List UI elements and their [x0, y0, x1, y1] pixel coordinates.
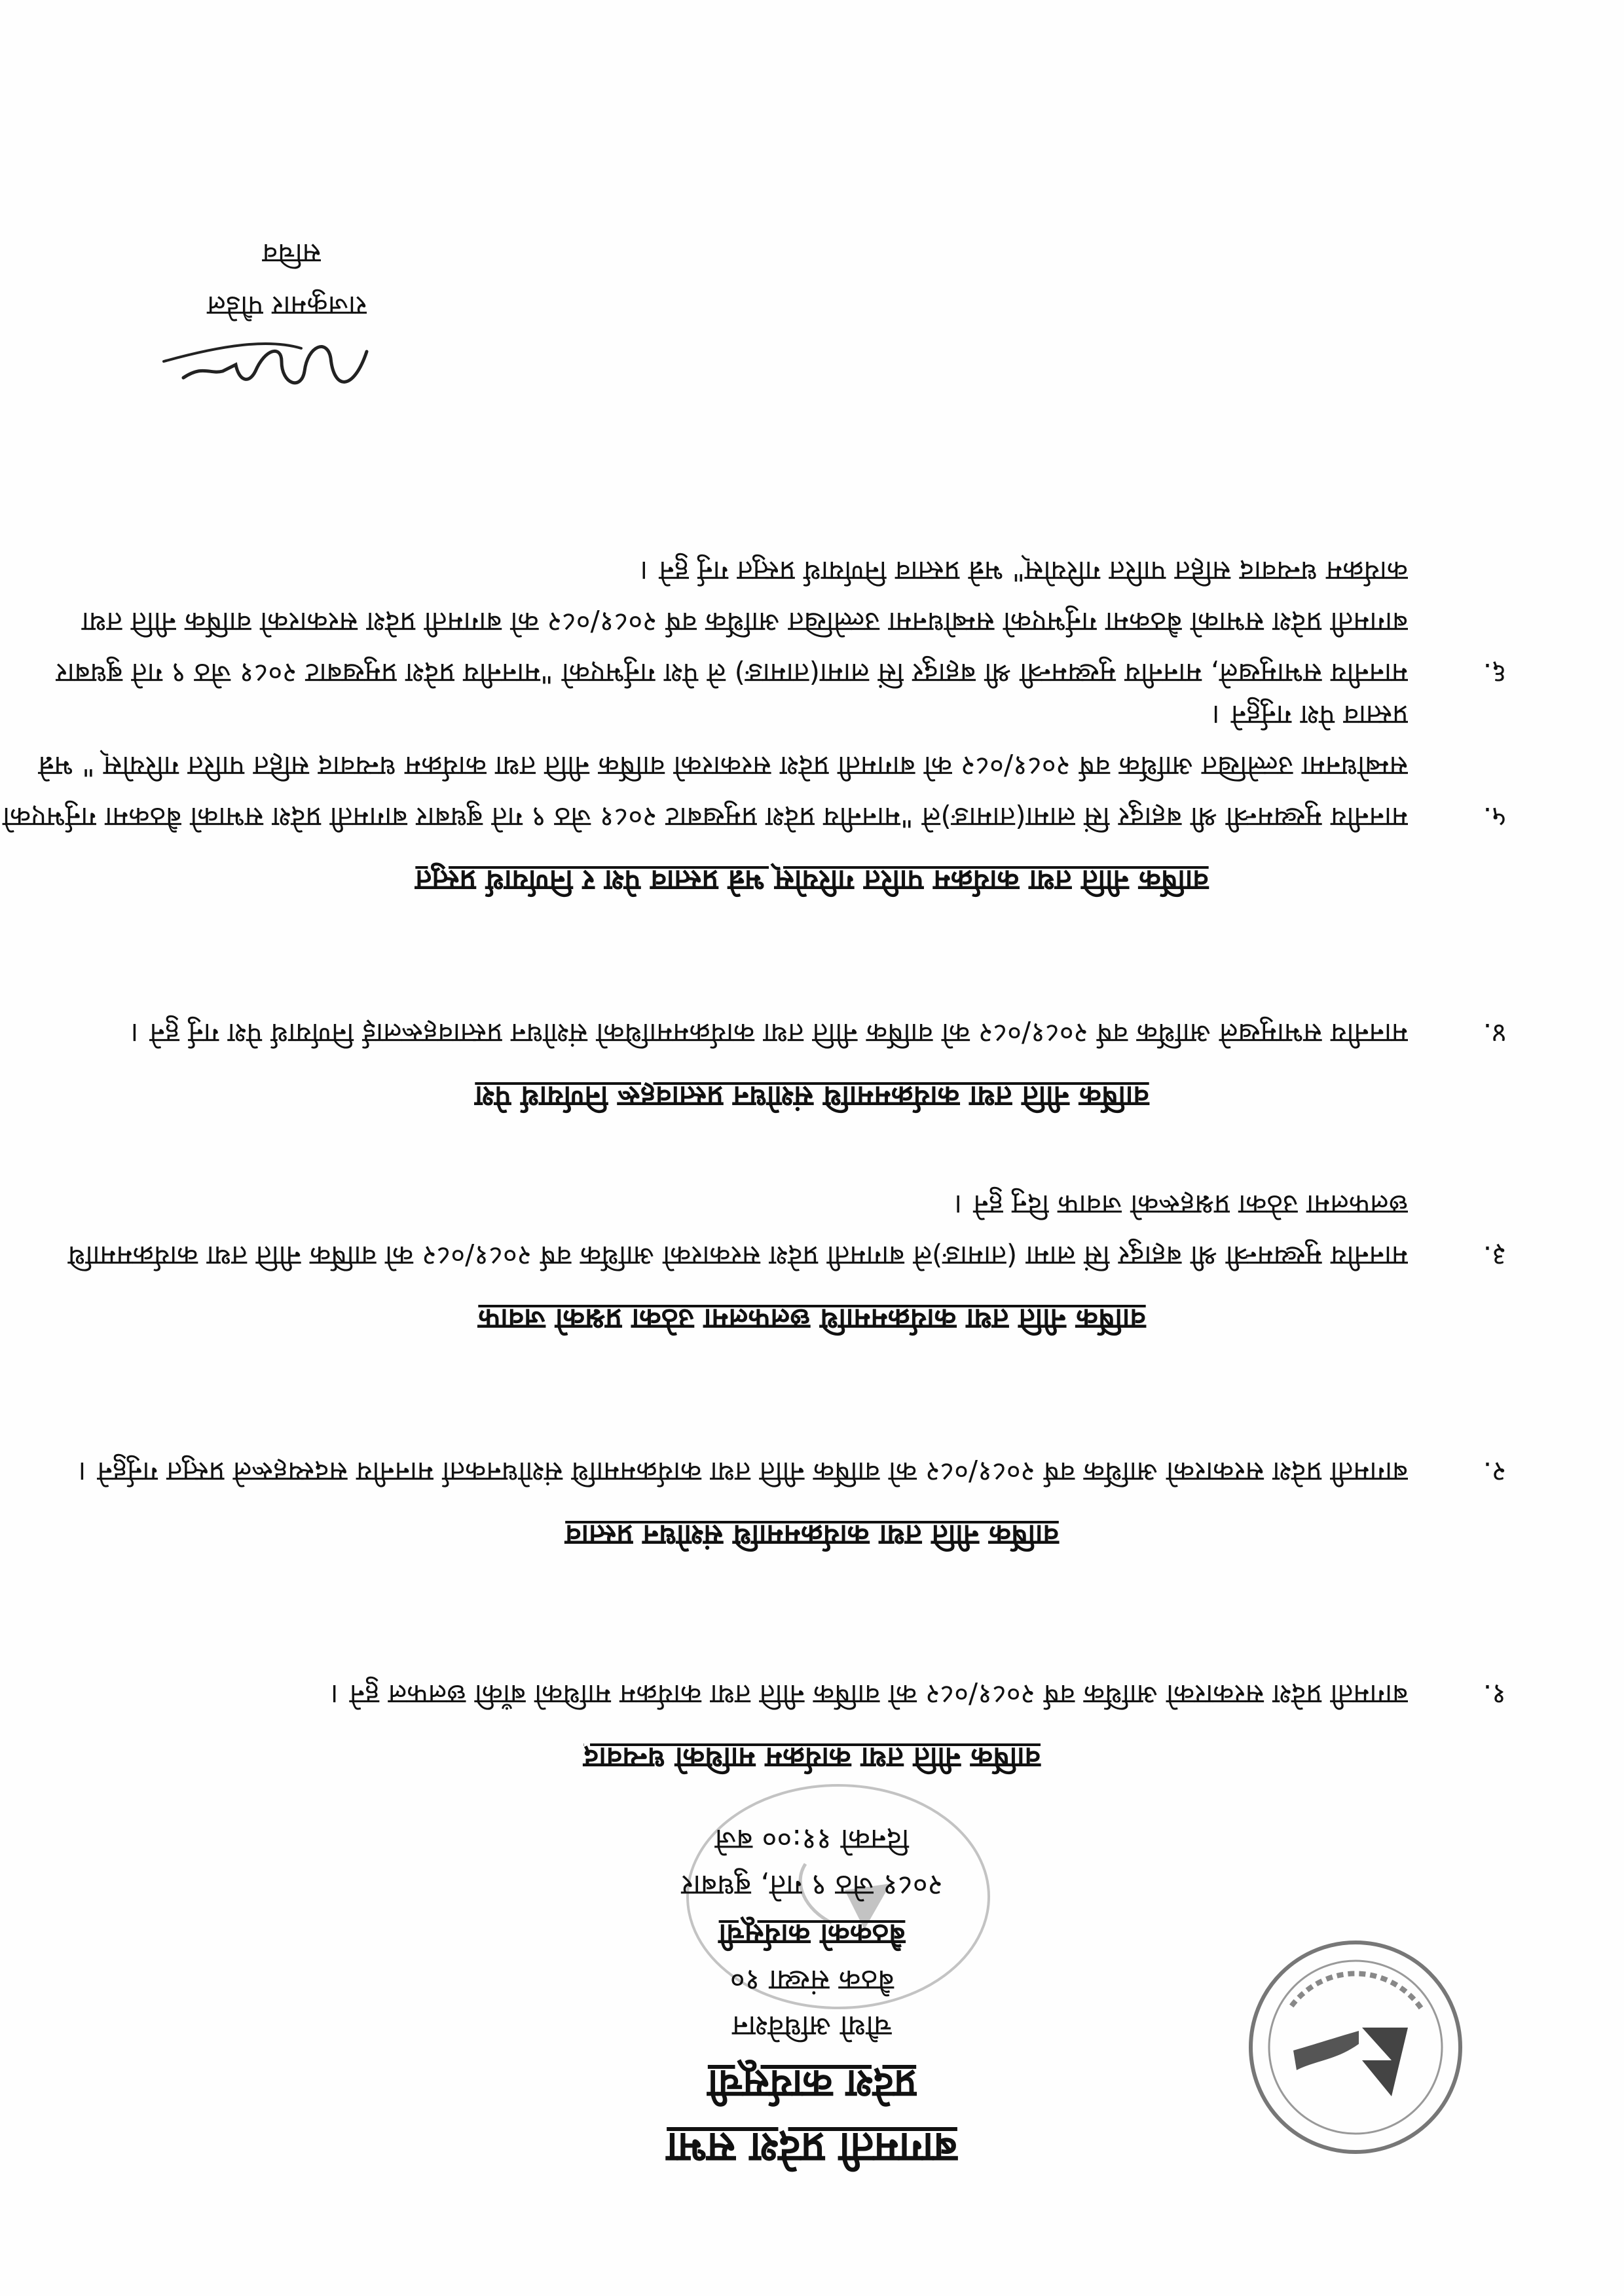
- agenda-item: [0, 1446, 1506, 1497]
- item-number: ४.: [1483, 1017, 1506, 1049]
- section-heading: वार्षिक नीति तथा कार्यक्रममाथि संशोधन प्रस्तावहरू निर्णयार्थ पेश: [475, 1080, 1149, 1113]
- item-text: माननीय मुख्यमन्त्री श्री बहादुर सिं लामा(तामाङ)ले "माननीय प्रदेश प्रमुखबाट २०८१ जेठ ९ गते बुधबार बागमती प्रदेश सभाको बैठकमा गर्नुभएको सम्बोधनमा उल्लेखित आर्थिक वर्ष २०८१/०८२ को बागमती प्रदेश सरकारको वार्षिक नीति तथा कार्यक्रम धन्यवाद सहित पारित गरियोस् " भन्ने प्रस्ताव पेश गर्नुहुने ।: [3, 699, 1408, 833]
- item-text: माननीय मुख्यमन्त्री श्री बहादुर सिं लामा (तामाङ)ले बागमती प्रदेश सरकारको आर्थिक वर्ष २०८१/०८२ को वार्षिक नीति तथा कार्यक्रममाथि छलफलमा उठेका प्रश्नहरूको जवाफ दिनु हुने ।: [67, 1189, 1408, 1272]
- item-number: २.: [1483, 1456, 1506, 1488]
- document-title: बागमती प्रदेश सभा: [667, 2123, 957, 2172]
- section-heading: वार्षिक नीति तथा कार्यक्रम माथिको धन्यवाद: [583, 1741, 1041, 1774]
- item-number: ५.: [1483, 801, 1506, 833]
- section-heading: वार्षिक नीति तथा कार्यक्रममाथि संशोधन प्रस्ताव: [565, 1518, 1059, 1552]
- agenda-item: [0, 1669, 1506, 1720]
- handwritten-signature: [144, 325, 380, 410]
- item-text: माननीय सभामुखले, माननीय मुख्यमन्त्री श्री बहादुर सिं लामा(तामाङ) ले पेश गर्नुभएको "माननीय प्रदेश प्रमुखबाट २०८१ जेठ ९ गते बुधबार बागमती प्रदेश सभाको बैठकमा गर्नुभएको सम्बोधनमा उल्लेखित आर्थिक वर्ष २०८१/०८२ को बागमती प्रदेश सरकारको वार्षिक नीति तथा कार्यक्रम धन्यवाद सहित पारित गरियोस्" भन्ने प्रस्ताव निर्णयार्थ प्रस्तुत गर्नु हुने ।: [56, 555, 1408, 689]
- agenda-item: [0, 545, 1506, 699]
- signatory-title: सचिव: [262, 238, 321, 270]
- item-text: बागमती प्रदेश सरकारको आर्थिक वर्ष २०८१/०८२ को वार्षिक नीति तथा कार्यक्रम माथिको बाँकी छलफल हुने ।: [330, 1679, 1408, 1711]
- agenda-item: [0, 689, 1506, 843]
- agenda-item: [0, 1008, 1506, 1059]
- agenda-item: [0, 1179, 1506, 1281]
- item-number: ६.: [1483, 657, 1506, 689]
- item-number: ३.: [1483, 1240, 1506, 1272]
- document-subtitle: प्रदेश कार्यसूची: [707, 2061, 917, 2107]
- item-text: बागमती प्रदेश सरकारको आर्थिक वर्ष २०८१/०८२ को वार्षिक नीति तथा कार्यक्रममाथि संशोधनकर्ता माननीय सदस्यहरूले प्रस्तुत गर्नुहुने ।: [78, 1456, 1408, 1488]
- meeting-time: दिनको ११:०० बजे: [714, 1823, 910, 1856]
- signatory-name: राजकुमार पौडेल: [207, 290, 367, 322]
- item-text: माननीय सभामुखले आर्थिक वर्ष २०८१/०८२ को वार्षिक नीति तथा कार्यक्रममाथिको संशोधन प्रस्तावहरूलाई निर्णयार्थ पेश गर्नु हुने ।: [130, 1017, 1408, 1049]
- agenda-heading: बैठकको कार्यसूची: [718, 1918, 906, 1951]
- meeting-date: २०८१ जेठ ९ गते, बुधबार: [681, 1868, 943, 1902]
- session-line: चौथो अधिवेशन: [732, 2009, 892, 2043]
- meeting-number: बैठक संख्या १०: [729, 1963, 895, 1997]
- item-number: १.: [1483, 1679, 1506, 1711]
- section-heading: वार्षिक नीति तथा कार्यक्रम पारित गरियोस् भन्ने प्रस्ताव पेश र निर्णयार्थ प्रस्तुत: [415, 864, 1209, 897]
- section-heading: वार्षिक नीति तथा कार्यक्रममाथि छलफलमा उठेका प्रश्नको जवाफ: [478, 1302, 1146, 1336]
